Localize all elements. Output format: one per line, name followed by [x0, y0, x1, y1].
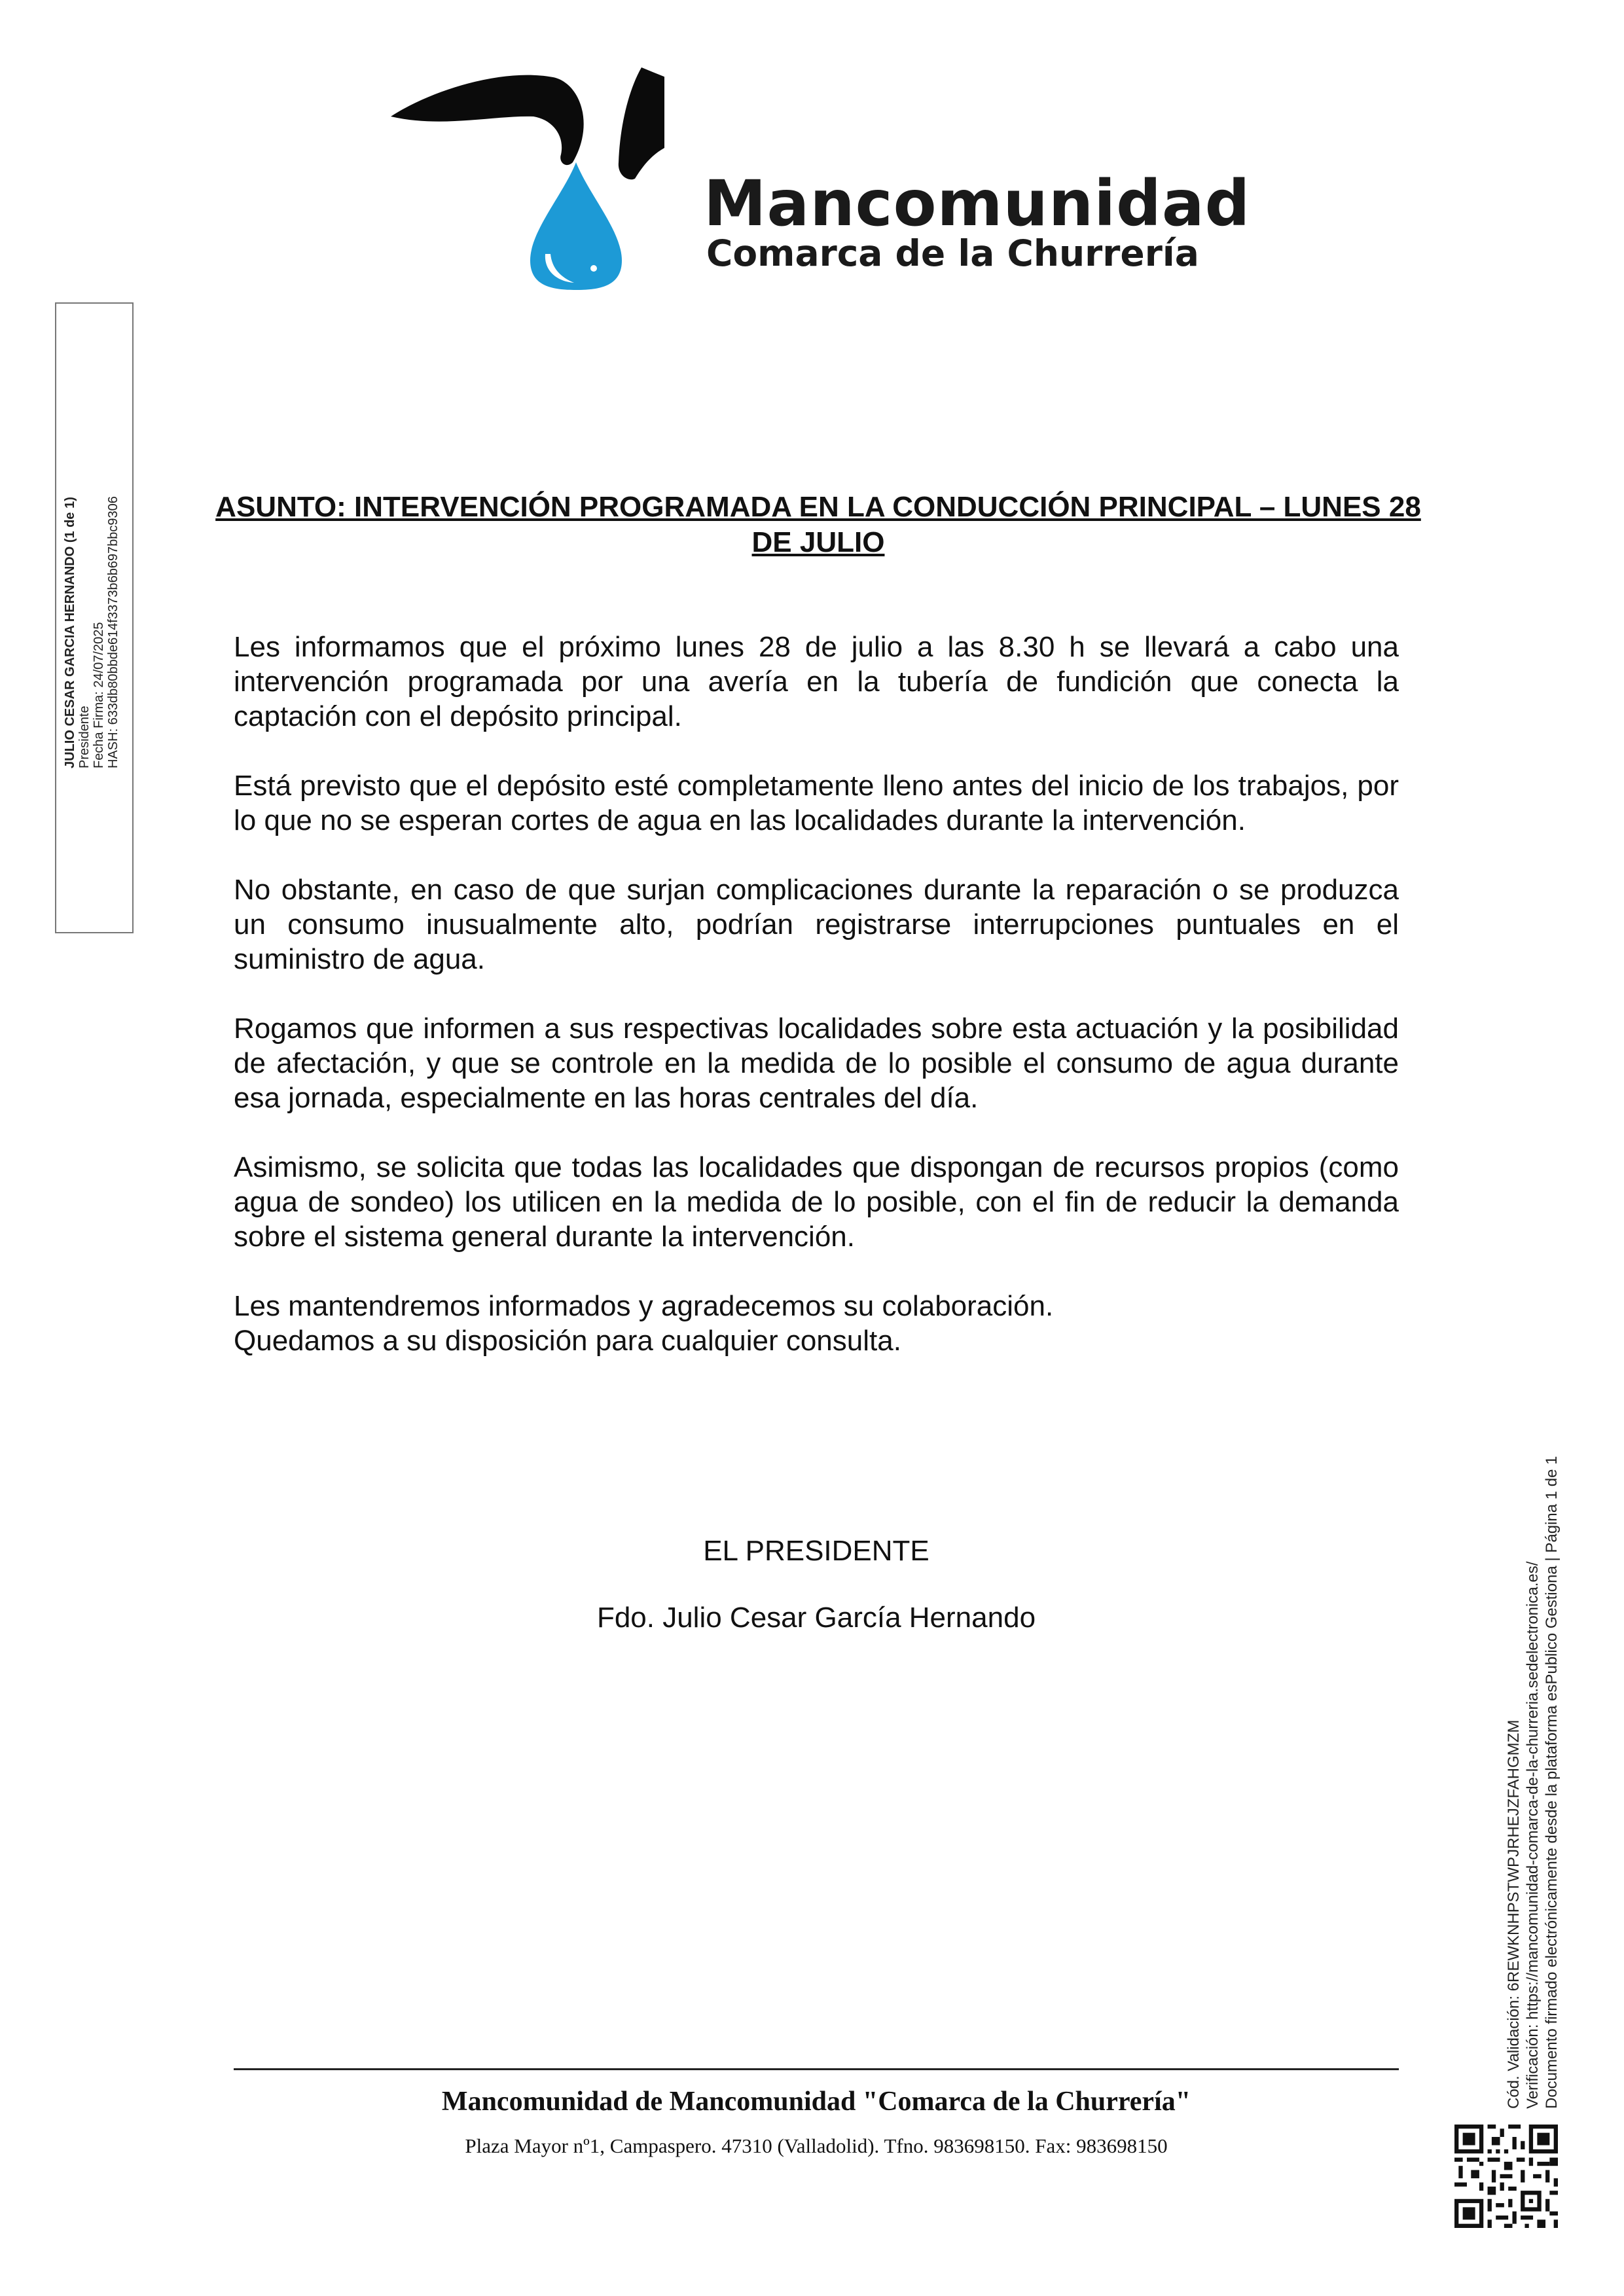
signature-name: Fdo. Julio Cesar García Hernando: [596, 1602, 1036, 1634]
closing-line: Quedamos a su disposición para cualquier consulta.: [234, 1325, 901, 1357]
qr-code-icon: [1454, 2125, 1558, 2228]
paragraph: Les informamos que el próximo lunes 28 de julio a las 8.30 h se llevará a cabo una intervención programada por una avería en la tubería de fundición que conecta la captación con el depósito principal.: [234, 631, 1399, 732]
signer-role: Presidente: [77, 706, 92, 768]
signature-stamp-text: [63, 376, 120, 768]
closing-line: Les mantendremos informados y agradecemos su colaboración.: [234, 1290, 1054, 1322]
brand-name: Mancomunidad: [704, 167, 1251, 240]
paragraph: No obstante, en caso de que surjan complicaciones durante la reparación o se produzca un consumo inusualmente alto, podrían registrarse interrupciones puntuales en el suministro de agua.: [234, 874, 1399, 975]
verification-block: [1504, 1422, 1561, 2109]
signature-hash: HASH: 633db80bbde614f3373b6b697bbc9306: [106, 496, 120, 768]
footer-address: Plaza Mayor nº1, Campaspero. 47310 (Valladolid). Tfno. 983698150. Fax: 983698150: [465, 2134, 1168, 2157]
paragraph: Asimismo, se solicita que todas las localidades que dispongan de recursos propios (como agua de sondeo) los utilicen en la medida de lo posible, con el fin de reducir la demanda sobre el sistema general durante la intervención.: [234, 1151, 1399, 1253]
closing-paragraph: [234, 1289, 1399, 1358]
verification-url: Verificación: https://mancomunidad-comarca-de-la-churreria.sedelectronica.es/: [1524, 1561, 1542, 2109]
signature-stamp: [55, 302, 134, 933]
paragraph: Rogamos que informen a sus respectivas localidades sobre esta actuación y la posibilidad de afectación, y que se controle en la medida de lo posible el consumo de agua durante esa jornada, especialmente en las horas centrales del día.: [234, 1013, 1399, 1114]
document-body: [234, 630, 1399, 1358]
validation-code: Cód. Validación: 6REWKNHPSTWPJRHEJZFAHGMZM: [1505, 1719, 1523, 2109]
paragraph: Está previsto que el depósito esté completamente lleno antes del inicio de los trabajos, por lo que no se esperan cortes de agua en las localidades durante la intervención.: [234, 770, 1399, 836]
footer-organization: Mancomunidad de Mancomunidad "Comarca de la Churrería": [441, 2087, 1191, 2117]
right-horn-shape: [619, 67, 664, 179]
footer-divider: [234, 2068, 1399, 2070]
document-title: ASUNTO: INTERVENCIÓN PROGRAMADA EN LA CONDUCCIÓN PRINCIPAL – LUNES 28 DE JULIO: [215, 491, 1421, 558]
left-horn-shape: [391, 75, 584, 166]
signature-date: Fecha Firma: 24/07/2025: [92, 622, 106, 768]
brand-subtitle: Comarca de la Churrería: [706, 232, 1199, 274]
water-drop-icon: [530, 162, 622, 290]
logo-graphic: [389, 64, 664, 293]
signer-name: JULIO CESAR GARCIA HERNANDO (1 de 1): [63, 497, 77, 768]
organization-logo: [389, 64, 1251, 293]
drop-dot-icon: [590, 265, 597, 272]
electronic-signature-note: Documento firmado electrónicamente desde la plataforma esPublico Gestiona | Página 1 de 1: [1543, 1456, 1561, 2109]
signature-role: EL PRESIDENTE: [703, 1535, 929, 1567]
